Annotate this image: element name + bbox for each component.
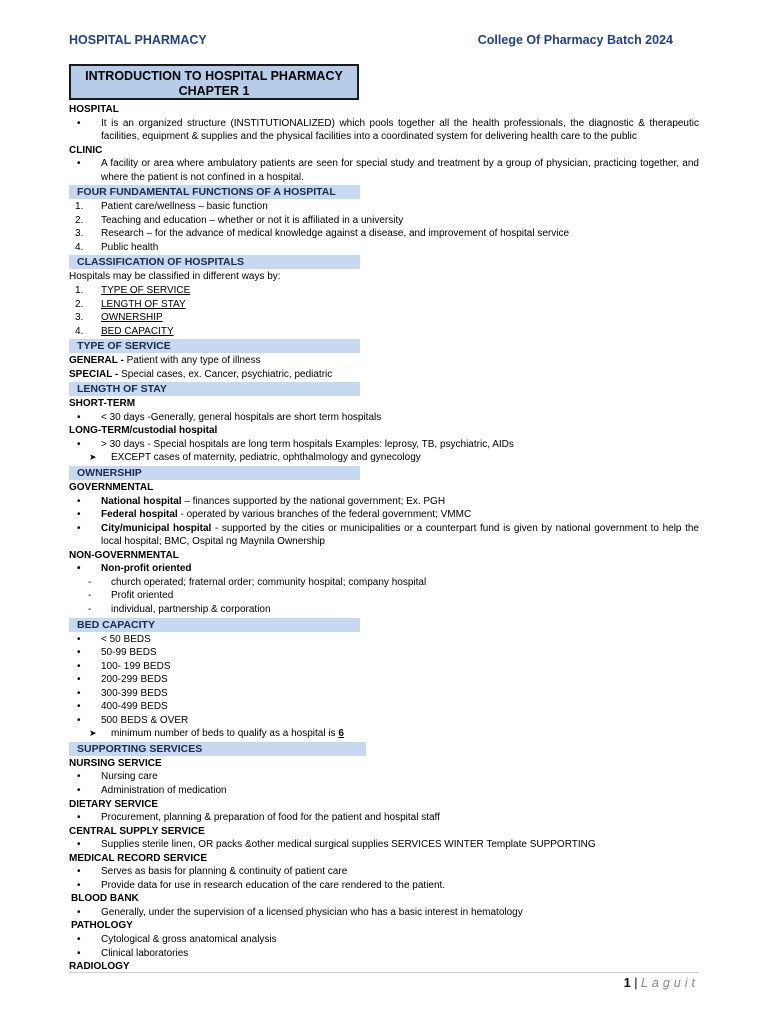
list-item: 4. Public health [75, 241, 159, 253]
header-left-title: HOSPITAL PHARMACY [69, 33, 207, 47]
arrow-bullet-icon: ➤ [89, 452, 97, 463]
list-item: • 400-499 BEDS [69, 700, 699, 714]
radiology-label: RADIOLOGY [69, 961, 130, 973]
list-item: • Cytological & gross anatomical analysis [69, 933, 699, 947]
section-heading-bed-capacity: BED CAPACITY [69, 618, 360, 632]
hospital-label: HOSPITAL [69, 104, 119, 115]
list-item: • < 50 BEDS [69, 633, 699, 647]
list-item: • National hospital – finances supported by the national government; Ex. PGH [69, 495, 699, 509]
list-item: • Federal hospital - operated by various branches of the federal government; VMMC [69, 508, 699, 522]
list-item: • 500 BEDS & OVER [69, 714, 699, 728]
list-item: - individual, partnership & corporation [88, 603, 271, 615]
document-body [69, 103, 699, 974]
list-item: 2. Teaching and education – whether or not it is affiliated in a university [75, 214, 404, 226]
page-number: 1 [623, 976, 631, 990]
non-profit-label: • Non-profit oriented [69, 562, 699, 576]
short-term-label: SHORT-TERM [69, 398, 136, 410]
hospital-definition: • It is an organized structure (INSTITUTIONALIZED) which pools together all the health professionals, the diagnostic & therapeutic facilities, equipment & supplies and the physical facilities into a coordinated system for delivering health care to the public [69, 117, 699, 144]
list-item: - Profit oriented [88, 590, 174, 602]
chapter-number: CHAPTER 1 [178, 84, 250, 98]
general-service: GENERAL - Patient with any type of illness [69, 355, 261, 367]
bed-minimum-note: ➤ minimum number of beds to qualify as a hospital is 6 [89, 728, 344, 740]
header-right-title: College Of Pharmacy Batch 2024 [477, 33, 673, 47]
footer-separator: | [630, 976, 641, 990]
list-item: 1. Patient care/wellness – basic function [75, 201, 268, 213]
footer-divider [69, 972, 699, 973]
special-service: SPECIAL - Special cases, ex. Cancer, psychiatric, pediatric [69, 368, 333, 380]
footer-author: Laguit [640, 976, 699, 990]
long-term-item: • > 30 days - Special hospitals are long term hospitals Examples: leprosy, TB, psychiatric, AIDs [69, 438, 699, 452]
non-governmental-label: NON-GOVERNMENTAL [69, 549, 179, 561]
list-item: 2. LENGTH OF STAY [75, 298, 186, 310]
list-item: 3. Research – for the advance of medical knowledge against a disease, and improvement of hospital service [75, 228, 570, 240]
list-item: 4. BED CAPACITY [75, 325, 174, 337]
section-heading-classification: CLASSIFICATION OF HOSPITALS [69, 255, 360, 269]
classification-intro: Hospitals may be classified in different ways by: [69, 271, 281, 283]
central-supply-label: CENTRAL SUPPLY SERVICE [69, 825, 205, 837]
chapter-title: INTRODUCTION TO HOSPITAL PHARMACY [85, 69, 343, 83]
list-item: • Administration of medication [69, 784, 699, 798]
blood-bank-label: BLOOD BANK [71, 893, 139, 905]
list-item: • 200-299 BEDS [69, 673, 699, 687]
list-item: • 50-99 BEDS [69, 646, 699, 660]
list-item: • 100- 199 BEDS [69, 660, 699, 674]
short-term-item: • < 30 days -Generally, general hospitals are short term hospitals [69, 411, 699, 425]
section-heading-ownership: OWNERSHIP [69, 466, 360, 480]
clinic-label: CLINIC [69, 144, 103, 156]
clinic-definition: • A facility or area where ambulatory patients are seen for special study and treatment by a group of physician, practicing together, and where the patient is not confined in a hospital. [69, 157, 699, 184]
list-item: • Clinical laboratories [69, 947, 699, 961]
pathology-label: PATHOLOGY [71, 920, 133, 932]
list-item: • City/municipal hospital - supported by the cities or municipalities or a counterpart fund is given by national government to help the local hospital; BMC, Ospital ng Maynila Ownership [69, 522, 699, 549]
list-item: • 300-399 BEDS [69, 687, 699, 701]
list-item: • Generally, under the supervision of a licensed physician who has a basic interest in hematology [69, 906, 699, 920]
page-footer [624, 976, 699, 990]
list-item: 1. TYPE OF SERVICE [75, 285, 191, 297]
list-item: • Provide data for use in research education of the care rendered to the patient. [69, 879, 699, 893]
list-item: • Procurement, planning & preparation of food for the patient and hospital staff [69, 811, 699, 825]
section-heading-supporting-services: SUPPORTING SERVICES [69, 742, 366, 756]
long-term-label: LONG-TERM/custodial hospital [69, 425, 218, 437]
section-heading-functions: FOUR FUNDAMENTAL FUNCTIONS OF A HOSPITAL [69, 185, 360, 199]
arrow-bullet-icon: ➤ [89, 728, 97, 739]
list-item: - church operated; fraternal order; community hospital; company hospital [88, 576, 427, 588]
medical-record-label: MEDICAL RECORD SERVICE [69, 852, 207, 864]
nursing-label: NURSING SERVICE [69, 757, 162, 769]
long-term-exception: ➤ EXCEPT cases of maternity, pediatric, ophthalmology and gynecology [89, 452, 421, 464]
list-item: • Supplies sterile linen, OR packs &other medical surgical supplies SERVICES WINTER Template SUPPORTING [69, 838, 699, 852]
list-item: 3. OWNERSHIP [75, 312, 163, 324]
governmental-label: GOVERNMENTAL [69, 482, 154, 494]
chapter-title-box [69, 64, 359, 100]
list-item: • Nursing care [69, 770, 699, 784]
section-heading-length-of-stay: LENGTH OF STAY [69, 382, 360, 396]
list-item: • Serves as basis for planning & continuity of patient care [69, 865, 699, 879]
dietary-label: DIETARY SERVICE [69, 798, 159, 810]
section-heading-type-of-service: TYPE OF SERVICE [69, 339, 360, 353]
